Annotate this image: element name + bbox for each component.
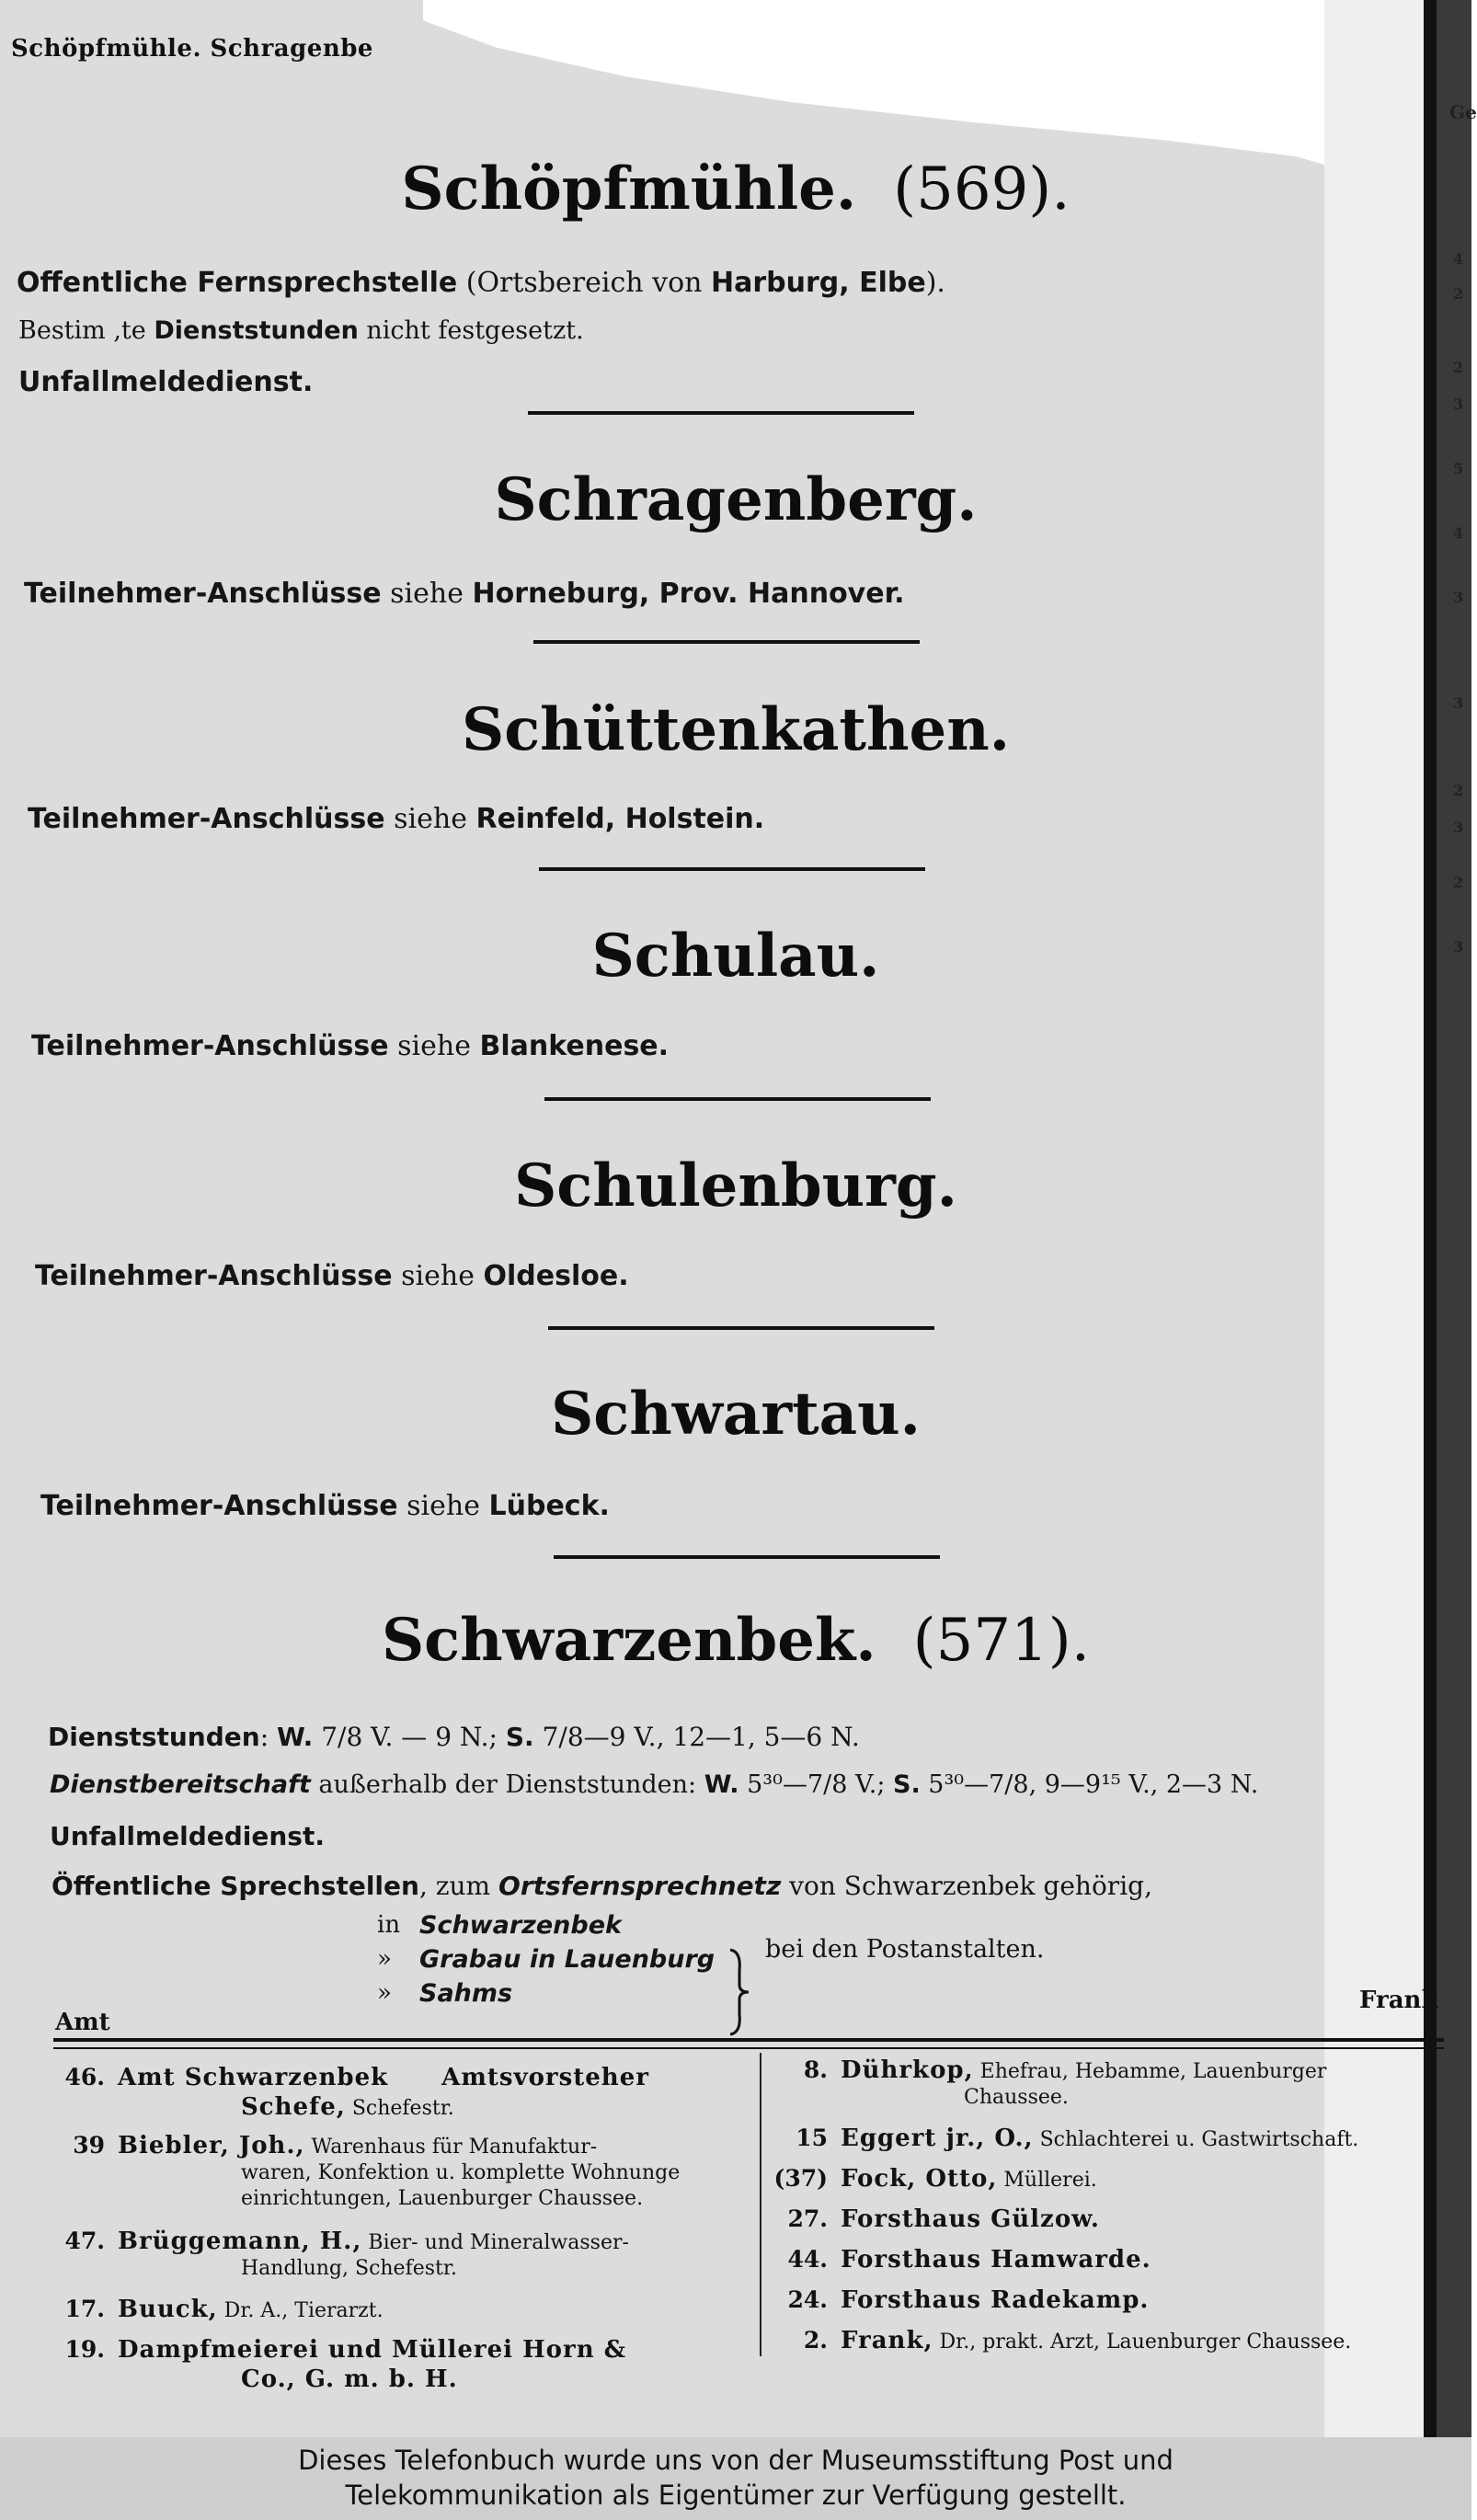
text-run: Oldesloe. [483,1260,629,1292]
place-name: Sahms [419,1979,513,2008]
subscriber-name-text: Dührkop, [841,2056,974,2084]
text-run: (Ortsbereich von [457,267,712,299]
text-run: S. [893,1770,921,1799]
subscriber-name [841,2165,1097,2193]
subscriber-number: 19. [64,2336,105,2363]
text-run: 5³⁰—7/8 V.; [738,1770,894,1799]
subscriber-name [118,2296,384,2323]
subscriber-continuation [964,2086,1069,2109]
text-run: nicht festgesetzt. [358,316,584,345]
subscriber-number: 46. [64,2064,105,2090]
section-rule [554,1555,940,1559]
subscriber-name [841,2205,1100,2233]
section-line [35,1260,629,1292]
section-number: (571). [912,1607,1091,1675]
subscriber-name-text: Schefe, [241,2093,346,2121]
subscriber-name [118,2228,629,2255]
text-run: Teilnehmer-Anschlüsse [40,1490,398,1522]
place-prefix: » [377,1979,392,2007]
adjacent-page-number: 2 [1453,285,1464,303]
adjacent-page-number: 3 [1453,694,1464,712]
subscriber-detail: waren, Konfektion u. komplette Wohnunge [241,2161,681,2184]
subscriber-detail: Warenhaus für Manufaktur- [304,2136,598,2159]
section-line [50,1821,325,1851]
text-run: Teilnehmer-Anschlüsse [24,578,382,610]
subscriber-name-text: Frank, [841,2327,933,2354]
text-run: Teilnehmer-Anschlüsse [28,803,385,835]
adjacent-page-head: Ge [1449,101,1477,123]
subscriber-number: 15 [796,2125,828,2151]
subscriber-number: 8. [803,2056,828,2083]
adjacent-page-number: 2 [1453,359,1464,376]
section-rule [539,867,925,871]
adjacent-page-number: 5 [1453,460,1464,477]
section-line [24,578,905,610]
text-run: : [259,1722,278,1752]
text-run: Harburg, Elbe [711,267,926,299]
torn-paper-edge [423,0,1343,170]
text-run: Teilnehmer-Anschlüsse [35,1260,393,1292]
subscriber-name [841,2327,1351,2354]
place-name: Schwarzenbek [419,1911,622,1940]
text-run: , zum [418,1871,499,1901]
text-run: Dienststunden [48,1722,260,1752]
subscriber-name [841,2056,1326,2084]
column-divider [760,2053,761,2356]
table-rule [53,2038,1444,2042]
section-title [0,155,1471,223]
subscriber-name-text: Biebler, Joh., [118,2132,305,2159]
places-note: bei den Postanstalten. [765,1935,1045,1964]
subscriber-continuation: einrichtungen, Lauenburger Chaussee. [241,2187,644,2210]
adjacent-page-number: 2 [1453,782,1464,799]
section-rule [544,1097,931,1101]
subscriber-detail: Müllerei. [997,2169,1097,2192]
section-title [0,465,1471,534]
subscriber-number: 27. [787,2205,828,2232]
section-title-text: Schulau. [591,922,880,991]
subscriber-name-text: Forsthaus Gülzow. [841,2205,1100,2233]
text-run: Dienststunden [154,316,359,345]
section-title [0,1380,1471,1449]
footer-line: Telekommunikation als Eigentümer zur Verfügung gestellt. [345,2480,1127,2511]
subscriber-name-text: Amt Schwarzenbek [118,2064,389,2091]
text-run: Ortsfernsprechnetz [498,1871,782,1901]
section-line [40,1490,610,1522]
section-rule [548,1326,934,1330]
text-run: Lübeck. [488,1490,610,1522]
subscriber-number: 24. [787,2286,828,2313]
subscriber-name [118,2064,649,2091]
section-line [28,803,764,835]
adjacent-page-number: 3 [1453,819,1464,836]
text-run: Blankenese. [479,1030,670,1062]
text-run: Teilnehmer-Anschlüsse [31,1030,389,1062]
section-rule [528,411,914,415]
subscriber-number: 17. [64,2296,105,2322]
adjacent-page-number: 2 [1453,874,1464,891]
subscriber-name [841,2286,1149,2314]
text-run: außerhalb der Dienststunden: [310,1770,704,1799]
subscriber-detail: Dr., prakt. Arzt, Lauenburger Chaussee. [933,2331,1352,2354]
section-title-text: Schwarzenbek. [381,1606,876,1675]
subscriber-name-text: Forsthaus Radekamp. [841,2286,1150,2314]
section-line [17,267,945,299]
text-run: 5³⁰—7/8, 9—9¹⁵ V., 2—3 N. [920,1770,1259,1799]
place-prefix: » [377,1945,392,1973]
adjacent-page-number: 4 [1453,524,1464,542]
text-run: Horneburg, Prov. Hannover. [472,578,905,610]
text-run: siehe [397,1490,489,1522]
section-title [0,1606,1471,1675]
section-line [18,366,313,398]
text-run: 7/8 V. — 9 N.; [313,1722,506,1752]
subscriber-name [841,2246,1151,2274]
subscriber-number: 47. [64,2228,105,2254]
subscriber-number: 39 [73,2132,105,2159]
subscriber-number: 2. [803,2327,828,2354]
subscriber-name-text: Buuck, [118,2296,218,2323]
subscriber-name-text: Dampfmeierei und Müllerei Horn & [118,2336,627,2364]
text-run: 7/8—9 V., 12—1, 5—6 N. [533,1722,860,1752]
table-head-name: Frank [1359,1987,1438,2014]
section-line [48,1722,860,1752]
subscriber-detail: Ehefrau, Hebamme, Lauenburger [973,2060,1327,2083]
section-rule [533,640,920,644]
text-run: W. [704,1770,739,1799]
section-line [50,1770,1258,1799]
place-prefix: in [377,1911,401,1939]
subscriber-name [118,2132,597,2159]
subscriber-continuation [241,2365,458,2393]
subscriber-detail: Amtsvorsteher [441,2064,649,2091]
subscriber-detail: Schlachterei u. Gastwirtschaft. [1033,2128,1359,2151]
text-run: siehe [384,803,476,835]
subscriber-detail: Chaussee. [964,2086,1069,2109]
adjacent-page-number: 3 [1453,395,1464,413]
subscriber-continuation [241,2093,454,2121]
section-line [31,1030,669,1062]
text-run: Offentliche Fernsprechstelle [17,267,458,299]
section-number: (569). [893,155,1071,223]
section-line [52,1871,1152,1901]
table-rule [53,2047,1444,2049]
adjacent-page-number: 3 [1453,938,1464,956]
subscriber-number: 44. [787,2246,828,2273]
text-run: Dienstbereitschaft [50,1770,311,1799]
subscriber-number: (37) [773,2165,828,2192]
text-run: siehe [381,578,473,610]
section-line [18,316,584,345]
subscriber-continuation [241,2161,680,2184]
footer-note [0,2437,1471,2520]
subscriber-name-text: Brüggemann, H., [118,2228,362,2255]
section-title-text: Schragenberg. [494,465,978,534]
section-title-text: Schwartau. [551,1380,921,1449]
text-run: S. [505,1722,534,1752]
subscriber-name-text: Forsthaus Hamwarde. [841,2246,1151,2274]
adjacent-page-number: 3 [1453,589,1464,606]
section-title [0,695,1471,764]
subscriber-continuation [241,2257,457,2280]
text-run: Öffentliche Sprechstellen [52,1871,419,1901]
place-name: Grabau in Lauenburg [419,1945,716,1974]
text-run: Bestim ,te [18,316,155,345]
text-run: siehe [392,1260,484,1292]
subscriber-name-text: Eggert jr., O., [841,2125,1034,2152]
section-title-text: Schulenburg. [514,1151,957,1220]
table-head-amt: Amt [55,2009,110,2036]
text-run: siehe [388,1030,480,1062]
subscriber-name [841,2125,1358,2152]
brace [727,1948,754,2036]
section-title-text: Schüttenkathen. [461,695,1011,764]
section-title [0,1151,1471,1220]
running-head: Schöpfmühle. Schragenbe [11,35,373,63]
text-run: Reinfeld, Holstein. [475,803,765,835]
subscriber-detail: Dr. A., Tierarzt. [217,2299,384,2322]
subscriber-name-text: Co., G. m. b. H. [241,2365,458,2393]
adjacent-page-number: 4 [1453,250,1464,268]
text-run: W. [277,1722,314,1752]
subscriber-name [118,2336,626,2364]
footer-line: Dieses Telefonbuch wurde uns von der Museumsstiftung Post und [298,2445,1174,2476]
text-run: Unfallmeldedienst. [50,1821,325,1851]
section-title-text: Schöpfmühle. [401,155,857,223]
subscriber-detail: Handlung, Schefestr. [241,2257,457,2280]
text-run: von Schwarzenbek gehörig, [781,1871,1152,1901]
subscriber-name-text: Fock, Otto, [841,2165,998,2193]
subscriber-detail: Bier- und Mineralwasser- [361,2231,629,2254]
section-title [0,922,1471,991]
text-run: ). [925,267,945,299]
subscriber-detail: Schefestr. [345,2097,454,2120]
text-run: Unfallmeldedienst. [18,366,314,398]
